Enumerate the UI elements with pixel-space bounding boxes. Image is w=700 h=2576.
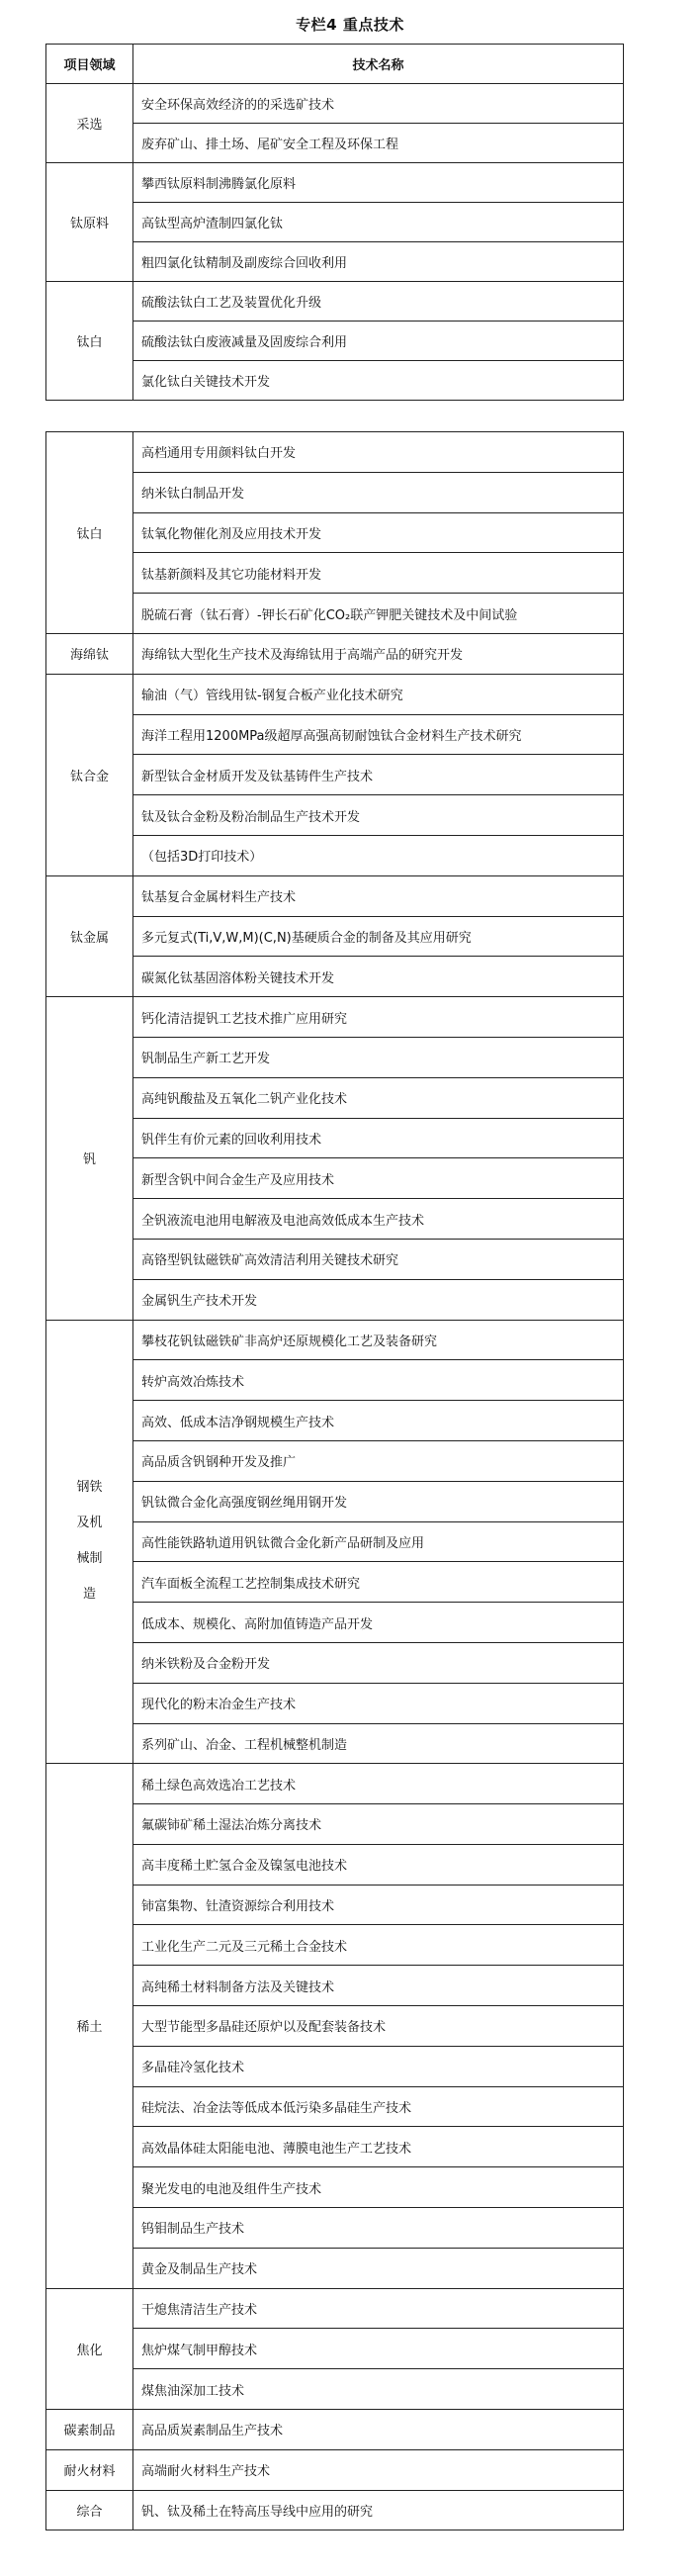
tech-cell: 粗四氯化钛精制及副废综合回收利用 bbox=[133, 242, 624, 282]
tech-cell: 硅烷法、冶金法等低成本低污染多晶硅生产技术 bbox=[133, 2086, 624, 2127]
tech-cell: 攀枝花钒钛磁铁矿非高炉还原规模化工艺及装备研究 bbox=[133, 1320, 624, 1360]
table-row bbox=[46, 1521, 624, 1562]
domain-line: 械制 bbox=[76, 1551, 103, 1567]
table-row bbox=[46, 282, 624, 322]
tech-cell: 高端耐火材料生产技术 bbox=[133, 2449, 624, 2490]
domain-cell bbox=[46, 1320, 133, 1764]
table-row bbox=[46, 2410, 624, 2450]
domain-line: 造 bbox=[82, 1587, 96, 1603]
table-row bbox=[46, 1401, 624, 1441]
tech-cell: 新型含钒中间合金生产及应用技术 bbox=[133, 1158, 624, 1199]
table-row bbox=[46, 2329, 624, 2369]
tech-cell: 纳米铁粉及合金粉开发 bbox=[133, 1642, 624, 1683]
tech-cell: 钙化清洁提钒工艺技术推广应用研究 bbox=[133, 997, 624, 1038]
tech-cell: 金属钒生产技术开发 bbox=[133, 1279, 624, 1320]
tech-cell: 钒伴生有价元素的回收利用技术 bbox=[133, 1118, 624, 1158]
header-domain: 项目领域 bbox=[46, 45, 133, 84]
table-row bbox=[46, 1642, 624, 1683]
tech-cell: 高铬型钒钛磁铁矿高效清洁利用关键技术研究 bbox=[133, 1239, 624, 1279]
tech-cell: 钛基新颜料及其它功能材料开发 bbox=[133, 553, 624, 594]
tech-cell: 高纯钒酸盐及五氧化二钒产业化技术 bbox=[133, 1077, 624, 1118]
table-row bbox=[46, 2449, 624, 2490]
tech-cell: 海洋工程用1200MPa级超厚高强高韧耐蚀钛合金材料生产技术研究 bbox=[133, 714, 624, 755]
tech-cell: 多元复式(Ti,V,W,M)(C,N)基硬质合金的制备及其应用研究 bbox=[133, 916, 624, 957]
table-row bbox=[46, 594, 624, 634]
tech-cell: 铈富集物、钍渣资源综合利用技术 bbox=[133, 1885, 624, 1925]
table-row bbox=[46, 1603, 624, 1643]
domain-cell: 海绵钛 bbox=[46, 633, 133, 674]
tech-cell: 钒钛微合金化高强度钢丝绳用钢开发 bbox=[133, 1481, 624, 1521]
tech-cell: 黄金及制品生产技术 bbox=[133, 2248, 624, 2288]
table-row bbox=[46, 1925, 624, 1966]
table-row bbox=[46, 1360, 624, 1401]
table-row bbox=[46, 163, 624, 203]
tech-cell: 现代化的粉末冶金生产技术 bbox=[133, 1683, 624, 1723]
tech-cell: 系列矿山、冶金、工程机械整机制造 bbox=[133, 1723, 624, 1764]
tech-cell: 稀土绿色高效选冶工艺技术 bbox=[133, 1764, 624, 1804]
tech-cell: 汽车面板全流程工艺控制集成技术研究 bbox=[133, 1562, 624, 1603]
table-row bbox=[46, 1804, 624, 1845]
table-row bbox=[46, 2046, 624, 2086]
table-row bbox=[46, 2127, 624, 2167]
domain-cell: 稀土 bbox=[46, 1764, 133, 2288]
tech-cell: 钒、钛及稀土在特高压导线中应用的研究 bbox=[133, 2490, 624, 2530]
tech-cell: 钛基复合金属材料生产技术 bbox=[133, 875, 624, 916]
tech-cell: 硫酸法钛白废液减量及固废综合利用 bbox=[133, 322, 624, 361]
table-row bbox=[46, 2167, 624, 2208]
domain-cell: 钛白 bbox=[46, 282, 133, 401]
table-row bbox=[46, 432, 624, 473]
tech-table-2 bbox=[45, 431, 624, 2530]
table-row bbox=[46, 322, 624, 361]
tech-cell: 废弃矿山、排土场、尾矿安全工程及环保工程 bbox=[133, 124, 624, 163]
header-tech: 技术名称 bbox=[133, 45, 624, 84]
domain-cell: 焦化 bbox=[46, 2288, 133, 2409]
table-row bbox=[46, 714, 624, 755]
tech-cell: 高丰度稀土贮氢合金及镍氢电池技术 bbox=[133, 1844, 624, 1885]
domain-cell: 钛合金 bbox=[46, 674, 133, 875]
table-row bbox=[46, 1885, 624, 1925]
tech-cell: 碳氮化钛基固溶体粉关键技术开发 bbox=[133, 957, 624, 997]
table-row bbox=[46, 1562, 624, 1603]
tech-cell: 高纯稀土材料制备方法及关键技术 bbox=[133, 1966, 624, 2006]
tech-cell: 钛及钛合金粉及粉冶制品生产技术开发 bbox=[133, 795, 624, 836]
table-row bbox=[46, 1723, 624, 1764]
table-row bbox=[46, 795, 624, 836]
tech-cell: 转炉高效冶炼技术 bbox=[133, 1360, 624, 1401]
tech-cell: 脱硫石膏（钛石膏）-钾长石矿化CO₂联产钾肥关键技术及中间试验 bbox=[133, 594, 624, 634]
table-row bbox=[46, 1077, 624, 1118]
tech-cell: 大型节能型多晶硅还原炉以及配套装备技术 bbox=[133, 2006, 624, 2047]
tech-cell: 新型钛合金材质开发及钛基铸件生产技术 bbox=[133, 755, 624, 795]
table-row bbox=[46, 2490, 624, 2530]
table-row bbox=[46, 203, 624, 242]
tech-cell: 煤焦油深加工技术 bbox=[133, 2369, 624, 2410]
table-row bbox=[46, 1764, 624, 1804]
table-row bbox=[46, 124, 624, 163]
table-row bbox=[46, 1199, 624, 1240]
domain-cell: 耐火材料 bbox=[46, 2449, 133, 2490]
tech-cell: 钒制品生产新工艺开发 bbox=[133, 1037, 624, 1077]
table-row bbox=[46, 916, 624, 957]
table-row bbox=[46, 875, 624, 916]
tech-cell: 海绵钛大型化生产技术及海绵钛用于高端产品的研究开发 bbox=[133, 633, 624, 674]
table-row bbox=[46, 1683, 624, 1723]
table-row bbox=[46, 1320, 624, 1360]
domain-cell: 综合 bbox=[46, 2490, 133, 2530]
tech-cell: 钛氧化物催化剂及应用技术开发 bbox=[133, 512, 624, 553]
table-row bbox=[46, 1279, 624, 1320]
table-row bbox=[46, 512, 624, 553]
table-row bbox=[46, 1844, 624, 1885]
table-row bbox=[46, 633, 624, 674]
table-header-row bbox=[46, 45, 624, 84]
table-row bbox=[46, 2208, 624, 2249]
domain-cell: 钒 bbox=[46, 997, 133, 1320]
table-row bbox=[46, 2248, 624, 2288]
domain-line: 及机 bbox=[76, 1516, 103, 1531]
table-row bbox=[46, 1481, 624, 1521]
table-row bbox=[46, 1118, 624, 1158]
table-row bbox=[46, 957, 624, 997]
tech-cell: 低成本、规模化、高附加值铸造产品开发 bbox=[133, 1603, 624, 1643]
table-row bbox=[46, 1440, 624, 1481]
tech-cell: 多晶硅冷氢化技术 bbox=[133, 2046, 624, 2086]
domain-cell: 钛金属 bbox=[46, 875, 133, 996]
table-row bbox=[46, 553, 624, 594]
table-row bbox=[46, 1966, 624, 2006]
tech-cell: 硫酸法钛白工艺及装置优化升级 bbox=[133, 282, 624, 322]
tech-cell: 焦炉煤气制甲醇技术 bbox=[133, 2329, 624, 2369]
tech-cell: 钨钼制品生产技术 bbox=[133, 2208, 624, 2249]
tech-cell: 高性能铁路轨道用钒钛微合金化新产品研制及应用 bbox=[133, 1521, 624, 1562]
tech-cell: 安全环保高效经济的的采选矿技术 bbox=[133, 84, 624, 124]
tech-cell: 高品质含钒钢种开发及推广 bbox=[133, 1440, 624, 1481]
tech-cell: 聚光发电的电池及组件生产技术 bbox=[133, 2167, 624, 2208]
table-row bbox=[46, 84, 624, 124]
tech-cell: 攀西钛原料制沸腾氯化原料 bbox=[133, 163, 624, 203]
tech-cell: 高档通用专用颜料钛白开发 bbox=[133, 432, 624, 473]
table-row bbox=[46, 997, 624, 1038]
domain-cell: 钛白 bbox=[46, 432, 133, 634]
tech-table-1 bbox=[45, 44, 624, 401]
tech-cell: 纳米钛白制品开发 bbox=[133, 472, 624, 512]
table-row bbox=[46, 1239, 624, 1279]
tech-cell: 工业化生产二元及三元稀土合金技术 bbox=[133, 1925, 624, 1966]
tech-cell: 高钛型高炉渣制四氯化钛 bbox=[133, 203, 624, 242]
table-row bbox=[46, 472, 624, 512]
table-row bbox=[46, 755, 624, 795]
table-row bbox=[46, 1158, 624, 1199]
domain-cell: 钛原料 bbox=[46, 163, 133, 282]
tech-cell: 全钒液流电池用电解液及电池高效低成本生产技术 bbox=[133, 1199, 624, 1240]
table-row bbox=[46, 2086, 624, 2127]
page-title: 专栏4 重点技术 bbox=[296, 16, 404, 34]
table-row bbox=[46, 1037, 624, 1077]
tech-cell: 输油（气）管线用钛-钢复合板产业化技术研究 bbox=[133, 674, 624, 714]
tech-cell: 氯化钛白关键技术开发 bbox=[133, 361, 624, 401]
table-row bbox=[46, 242, 624, 282]
table-row bbox=[46, 2369, 624, 2410]
table-row bbox=[46, 835, 624, 875]
table-row bbox=[46, 361, 624, 401]
table-row bbox=[46, 674, 624, 714]
tech-cell: 氟碳铈矿稀土湿法冶炼分离技术 bbox=[133, 1804, 624, 1845]
domain-cell: 碳素制品 bbox=[46, 2410, 133, 2450]
tech-cell: 干熄焦清洁生产技术 bbox=[133, 2288, 624, 2329]
tech-cell: 高效、低成本洁净钢规模生产技术 bbox=[133, 1401, 624, 1441]
domain-line: 钢铁 bbox=[76, 1480, 103, 1496]
tech-cell: 高品质炭素制品生产技术 bbox=[133, 2410, 624, 2450]
tech-cell: （包括3D打印技术） bbox=[133, 835, 624, 875]
domain-cell: 采选 bbox=[46, 84, 133, 163]
tech-cell: 高效晶体硅太阳能电池、薄膜电池生产工艺技术 bbox=[133, 2127, 624, 2167]
table-row bbox=[46, 2006, 624, 2047]
table-row bbox=[46, 2288, 624, 2329]
